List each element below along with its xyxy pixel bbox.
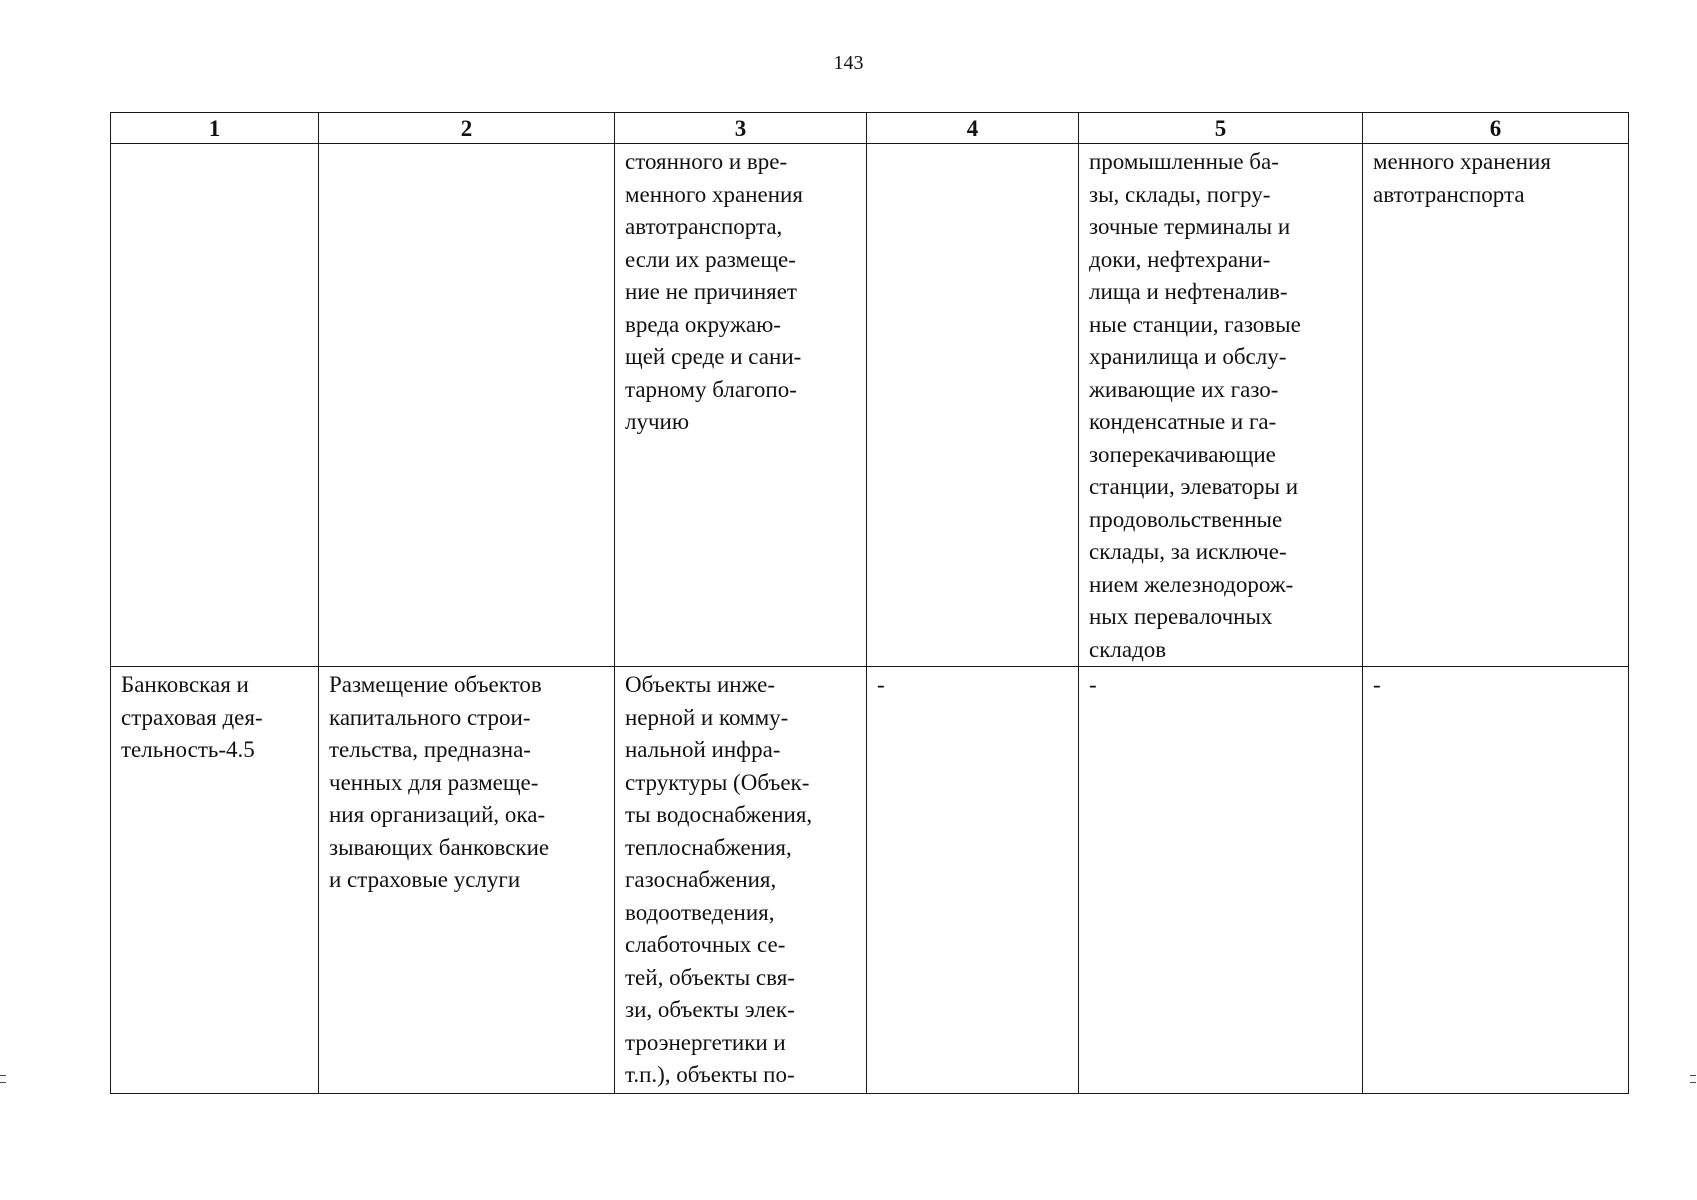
- table-cell: менного хранения автотранспорта: [1363, 144, 1629, 667]
- table-cell: Банковская и страховая дея- тельность-4.5: [111, 667, 319, 1094]
- page-number: 143: [833, 52, 864, 74]
- table-cell: стоянного и вре- менного хранения автотранспорта, если их размеще- ние не причиняет вреда окружаю- щей среде и сани- тарному благопо- лучию: [615, 144, 867, 667]
- table-cell-dash: -: [1363, 667, 1629, 1094]
- table-cell: [111, 144, 319, 667]
- table-header-row: [111, 113, 1629, 144]
- column-header-2: 2: [319, 113, 615, 144]
- column-header-6: 6: [1363, 113, 1629, 144]
- table-row: [111, 144, 1629, 667]
- table-cell-dash: -: [1079, 667, 1363, 1094]
- table-cell: [319, 144, 615, 667]
- table-cell: Объекты инже- нерной и комму- нальной инфра- структуры (Объек- ты водоснабжения, теплоснабжения, газоснабжения, водоотведения, слаботочных се- тей, объекты свя- зи, объекты элек- троэнергетики и т.п.), объекты по-: [615, 667, 867, 1094]
- column-header-3: 3: [615, 113, 867, 144]
- column-header-1: 1: [111, 113, 319, 144]
- column-header-4: 4: [867, 113, 1079, 144]
- table-cell: промышленные ба- зы, склады, погру- зочные терминалы и доки, нефтехрани- лища и нефтеналив- ные станции, газовые хранилища и обслу- живающие их газо- конденсатные и га- зоперекачивающие станции, элеваторы и продовольственные склады, за исключе- нием железнодорож- ных перевалочных складов: [1079, 144, 1363, 667]
- table-cell: [867, 144, 1079, 667]
- column-header-5: 5: [1079, 113, 1363, 144]
- regulations-table: [110, 112, 1629, 1094]
- table-cell: Размещение объектов капитального строи- тельства, предназна- ченных для размеще- ния организаций, ока- зывающих банковские и страховые услуги: [319, 667, 615, 1094]
- table-row: [111, 667, 1629, 1094]
- table-cell-dash: -: [867, 667, 1079, 1094]
- scan-edge-mark-right: [1690, 1075, 1696, 1083]
- scan-edge-mark-left: [0, 1075, 6, 1083]
